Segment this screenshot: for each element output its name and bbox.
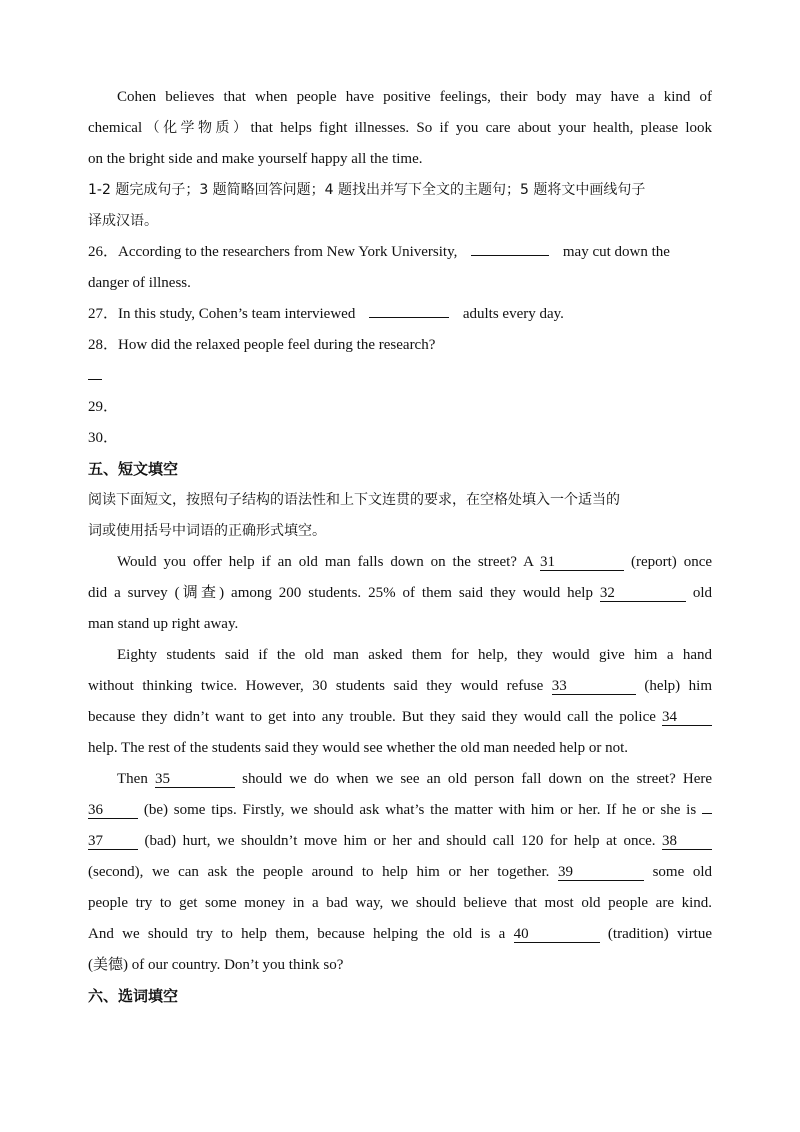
section-5-title: 五、短文填空	[88, 460, 179, 478]
cloze-blank-31[interactable]: 31	[540, 554, 624, 571]
question-30: 30．	[88, 430, 119, 446]
question-26-cont: danger of illness.	[88, 275, 191, 291]
cloze-blank-35[interactable]: 35	[155, 771, 235, 788]
cloze-line: 37 (bad) hurt, we shouldn’t move him or her and should call 120 for help at once. 38	[88, 826, 712, 857]
passage-line: chemical（化学物质）that helps fight illnesses. So if you care about your health, please look	[88, 120, 713, 136]
answer-line-28	[88, 361, 712, 392]
question-29: 29．	[88, 399, 119, 415]
question-26: 26．According to the researchers from New York University, may cut down the	[88, 237, 712, 268]
cloze-line: Eighty students said if the old man asked them for help, they would give him a hand	[117, 647, 712, 663]
cloze-line: help. The rest of the students said they would see whether the old man needed help or not.	[88, 740, 628, 756]
cloze-line: people try to get some money in a bad way, we should believe that most old people are kind.	[88, 895, 712, 911]
cloze-line: did a survey (调查) among 200 students. 25% of them said they would help 32 old	[88, 585, 713, 601]
cloze-line: man stand up right away.	[88, 616, 239, 632]
cloze-blank-40[interactable]: 40	[514, 926, 600, 943]
cloze-blank-33[interactable]: 33	[552, 678, 636, 695]
question-28: 28．How did the relaxed people feel during the research?	[88, 337, 436, 353]
cloze-blank-39[interactable]: 39	[558, 864, 644, 881]
cloze-blank-36[interactable]: 36	[88, 802, 138, 819]
cloze-blank-37-start[interactable]	[702, 797, 712, 814]
answer-blank-26[interactable]	[471, 239, 549, 256]
cloze-line: Then 35 should we do when we see an old person fall down on the street? Here	[117, 771, 713, 787]
cloze-blank-37[interactable]: 37	[88, 833, 138, 850]
cloze-line: 36 (be) some tips. Firstly, we should ask what’s the matter with him or her. If he or she is	[88, 795, 712, 826]
cloze-line: (second), we can ask the people around to help him or her together. 39 some old	[88, 864, 713, 880]
cloze-blank-38[interactable]: 38	[662, 833, 712, 850]
section-5-instructions: 词或使用括号中词语的正确形式填空。	[88, 523, 326, 539]
passage-line: on the bright side and make yourself happy all the time.	[88, 151, 423, 167]
cloze-blank-32[interactable]: 32	[600, 585, 686, 602]
section-5-instructions: 阅读下面短文，按照句子结构的语法性和上下文连贯的要求，在空格处填入一个适当的	[88, 492, 620, 508]
cloze-line: (美德) of our country. Don’t you think so?	[88, 957, 344, 973]
document-page	[88, 82, 712, 1012]
answer-blank-27[interactable]	[369, 301, 449, 318]
cloze-line: And we should try to help them, because helping the old is a 40 (tradition) virtue	[88, 926, 713, 942]
section-6-title: 六、选词填空	[88, 987, 179, 1005]
reading-instructions: 1-2 题完成句子；3 题简略回答问题；4 题找出并写下全文的主题句；5 题将文中画线句子	[88, 182, 646, 198]
cloze-line: Would you offer help if an old man falls down on the street? A 31 (report) once	[117, 554, 713, 570]
answer-blank-28[interactable]	[88, 367, 102, 380]
cloze-blank-34[interactable]: 34	[662, 709, 712, 726]
passage-line: Cohen believes that when people have positive feelings, their body may have a kind of	[117, 89, 712, 105]
reading-instructions: 译成汉语。	[88, 213, 158, 229]
cloze-line: because they didn’t want to get into any trouble. But they said they would call the police 34	[88, 702, 712, 733]
question-27: 27．In this study, Cohen’s team interviewed adults every day.	[88, 299, 712, 330]
cloze-line: without thinking twice. However, 30 students said they would refuse 33 (help) him	[88, 678, 713, 694]
